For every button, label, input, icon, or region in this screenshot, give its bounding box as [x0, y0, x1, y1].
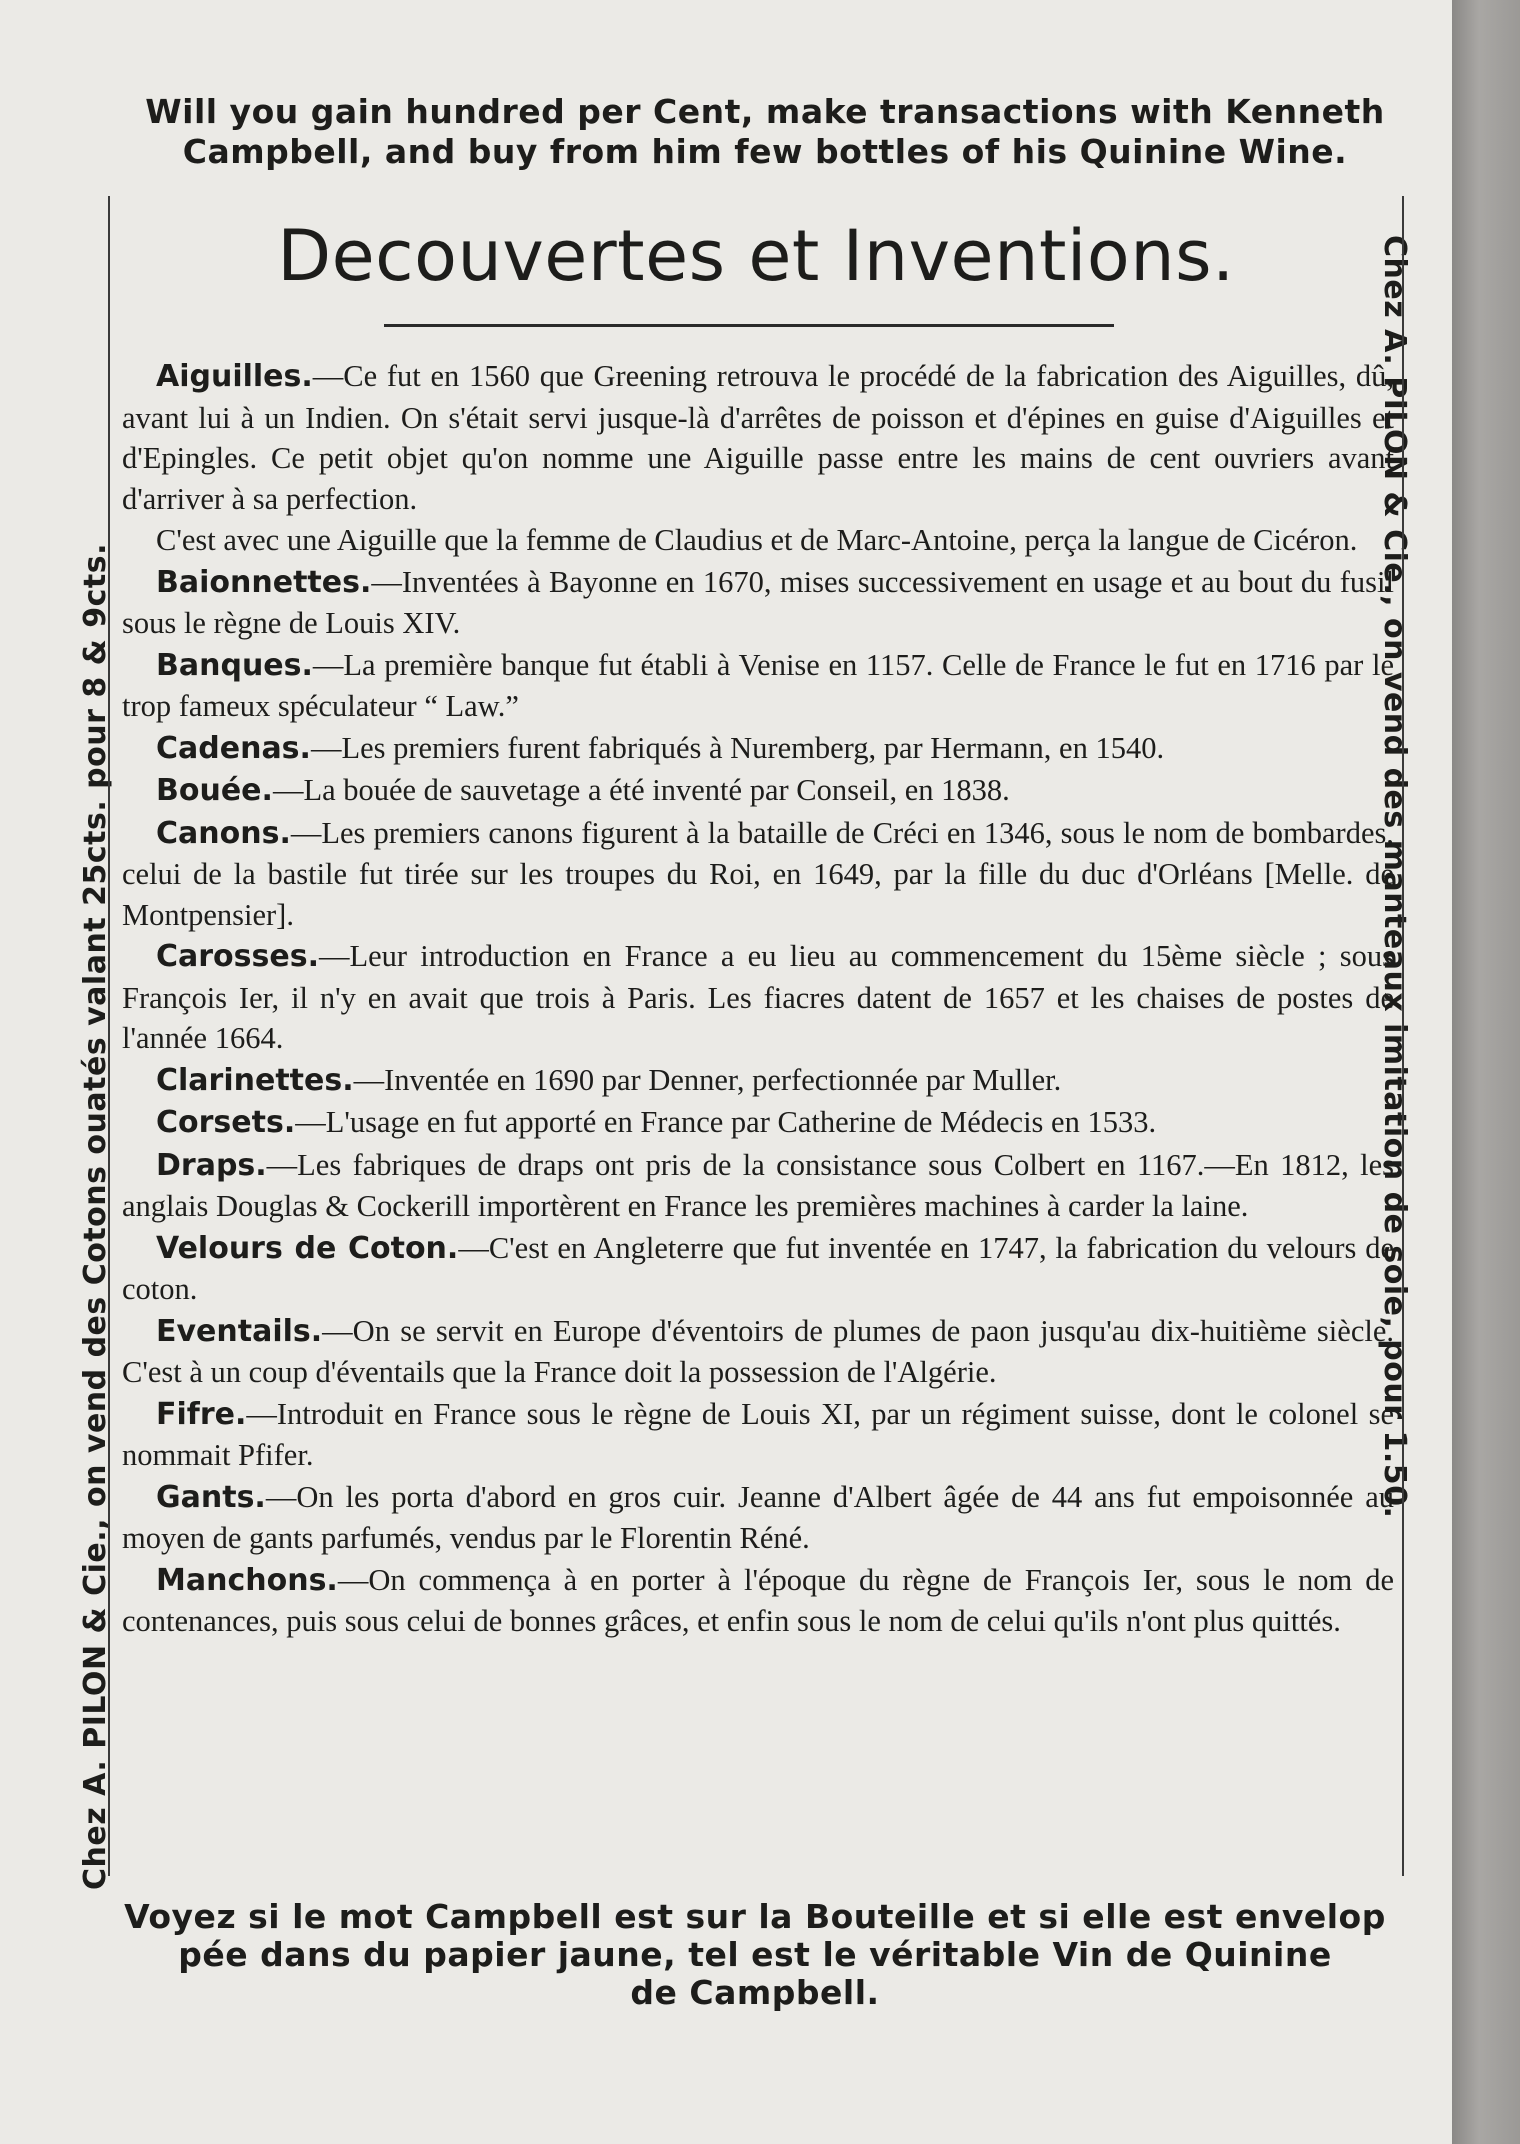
footer-advertisement [60, 1898, 1450, 2012]
entry-text: —Inventées à Bayonne en 1670, mises successivement en usage et au bout du fusil sous le règne de Louis XIV. [122, 564, 1394, 640]
entry-paragraph [122, 645, 1394, 727]
entry-paragraph [122, 1560, 1394, 1642]
entry-text: —Ce fut en 1560 que Greening retrouva le procédé de la fabrication des Aiguilles, dû, avant lui à un Indien. On s'était servi jusque-là d'arrêtes de poisson et d'épines en guise d'Aiguilles et d'Epingles. Ce petit objet qu'on nomme une Aiguille passe entre les mains de cent ouvriers avant d'arriver à sa perfection. [122, 359, 1394, 516]
footer-line-3: de Campbell. [630, 1973, 880, 2012]
adjacent-page-edge [1452, 0, 1520, 2144]
entry-paragraph [122, 356, 1394, 519]
entry-term: Corsets. [156, 1105, 296, 1140]
entry-paragraph [122, 770, 1394, 812]
entry-paragraph [122, 1477, 1394, 1559]
entry-text: —On les porta d'abord en gros cuir. Jeanne d'Albert âgée de 44 ans fut empoisonnée au moyen de gants parfumés, vendus par le Florentin Réné. [122, 1479, 1394, 1555]
entry-text: —On commença à en porter à l'époque du règne de François Ier, sous le nom de contenances, puis sous celui de bonnes grâces, et enfin sous le nom de celui qu'ils n'ont plus quittés. [122, 1562, 1394, 1638]
footer-line-2: pée dans du papier jaune, tel est le véritable Vin de Quinine [178, 1935, 1332, 1974]
title-rule [384, 324, 1114, 327]
side-advert-right: Chez A. PILON & Cie., on vend des manteaux imitation de soie, pour 1.50. [1377, 235, 1412, 1519]
entry-text: —Inventée en 1690 par Denner, perfectionnée par Muller. [353, 1062, 1062, 1097]
entry-text: —Introduit en France sous le règne de Louis XI, par un régiment suisse, dont le colonel se nommait Pfifer. [122, 1396, 1394, 1472]
header-line-2: Campbell, and buy from him few bottles of his Quinine Wine. [182, 132, 1348, 171]
entry-text: —Les fabriques de draps ont pris de la consistance sous Colbert en 1167.—En 1812, les anglais Douglas & Cockerill importèrent en France les premières machines à carder la laine. [122, 1147, 1394, 1223]
entry-paragraph [122, 1228, 1394, 1310]
page-title: Decouvertes et Inventions. [277, 215, 1235, 297]
footer-line-1: Voyez si le mot Campbell est sur la Bouteille et si elle est envelop [124, 1897, 1386, 1936]
entry-term: Clarinettes. [156, 1062, 354, 1098]
entry-term: Bouée. [156, 773, 273, 808]
entry-paragraph [122, 936, 1394, 1059]
entry-term: Aiguilles. [156, 359, 313, 394]
entry-term: Carosses. [156, 939, 319, 974]
entries-list [122, 356, 1394, 1643]
entry-paragraph [122, 562, 1394, 644]
entry-paragraph [122, 1060, 1394, 1102]
entry-text: —L'usage en fut apporté en France par Catherine de Médecis en 1533. [295, 1105, 1157, 1139]
entry-text: —Leur introduction en France a eu lieu au commencement du 15ème siècle ; sous François Ier, il n'y en avait que trois à Paris. Les fiacres datent de 1657 et les chaises de postes de l'année 1664. [122, 939, 1394, 1055]
entry-paragraph [122, 1102, 1394, 1144]
header-line-1: Will you gain hundred per Cent, make transactions with Kenneth [145, 92, 1385, 131]
entry-text: —On se servit en Europe d'éventoirs de plumes de paon jusqu'au dix-huitième siècle. C'est à un coup d'éventails que la France doit la possession de l'Algérie. [122, 1313, 1394, 1389]
header-advertisement [80, 92, 1450, 172]
entry-paragraph [122, 520, 1394, 561]
entry-term: Canons. [156, 815, 291, 851]
entry-paragraph [122, 1145, 1394, 1227]
entry-term: Banques. [156, 647, 313, 683]
entry-term: Gants. [156, 1479, 266, 1515]
entry-paragraph [122, 728, 1394, 770]
entry-text: —La bouée de sauvetage a été inventé par Conseil, en 1838. [272, 773, 1010, 807]
entry-term: Fifre. [156, 1396, 247, 1432]
entry-term: Baionnettes. [156, 564, 372, 600]
entry-paragraph [122, 813, 1394, 936]
entry-paragraph [122, 1394, 1394, 1476]
entry-term: Velours de Coton. [156, 1230, 459, 1266]
side-advert-left: Chez A. PILON & Cie., on vend des Cotons ouatés valant 25cts. pour 8 & 9cts. [78, 542, 113, 1890]
entry-text: —C'est en Angleterre que fut inventée en 1747, la fabrication du velours de coton. [122, 1230, 1394, 1306]
entry-text: —Les premiers furent fabriqués à Nuremberg, par Hermann, en 1540. [310, 730, 1165, 765]
entry-term: Draps. [156, 1147, 267, 1183]
article-box [108, 196, 1404, 1876]
entry-text: C'est avec une Aiguille que la femme de Claudius et de Marc-Antoine, perça la langue de Cicéron. [156, 523, 1358, 557]
entry-term: Cadenas. [156, 730, 311, 766]
entry-text: —Les premiers canons figurent à la bataille de Créci en 1346, sous le nom de bombardes, celui de la bastile fut tirée sur les troupes du Roi, en 1649, par la fille du duc d'Orléans [Melle. de Montpensier]. [122, 815, 1394, 932]
entry-paragraph [122, 1311, 1394, 1393]
entry-term: Eventails. [156, 1313, 323, 1349]
entry-text: —La première banque fut établi à Venise en 1157. Celle de France le fut en 1716 par le trop fameux spéculateur “ Law.” [122, 647, 1394, 723]
entry-term: Manchons. [156, 1562, 338, 1598]
